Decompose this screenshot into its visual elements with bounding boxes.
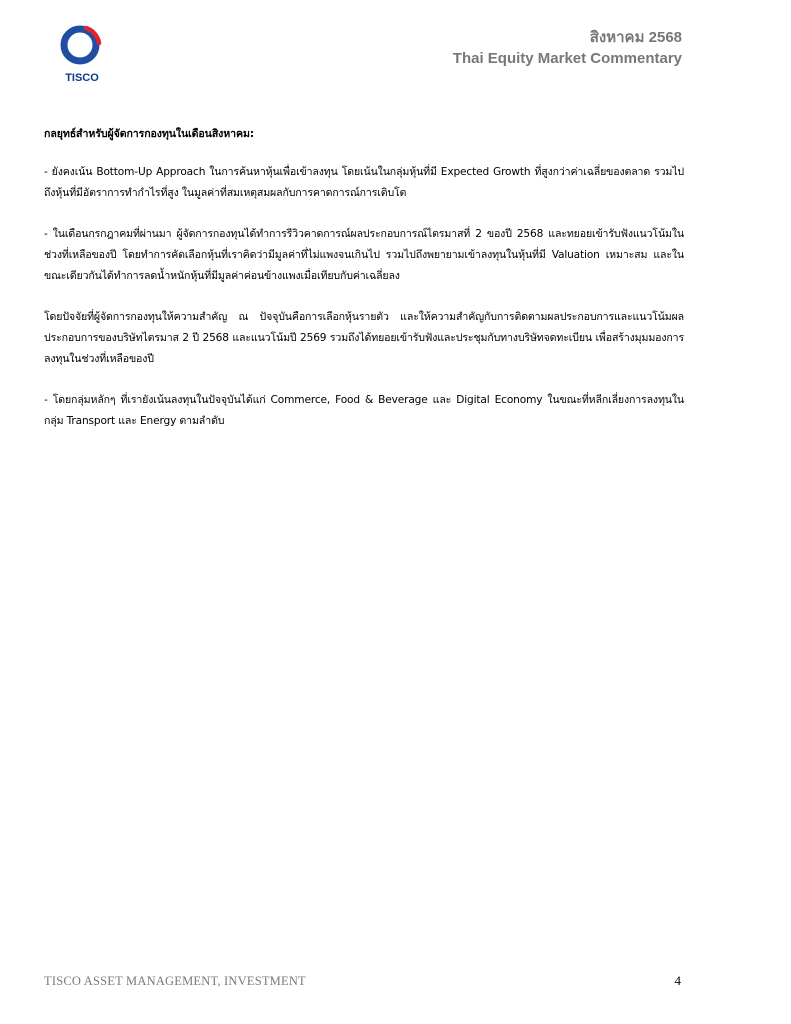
tisco-logo-mark	[56, 22, 108, 72]
document-body	[44, 124, 684, 452]
page-number: 4	[674, 973, 681, 988]
tisco-logo	[56, 22, 108, 86]
page-header	[453, 28, 682, 69]
paragraph-july-review: - ในเดือนกรกฎาคมที่ผ่านมา ผู้จัดการกองทุนได้ทำการรีวิวคาดการณ์ผลประกอบการณ์ไตรมาสที่ 2 ของปี 2568 และทยอยเข้ารับฟังแนวโน้มในช่วงที่เหลือของปี โดยทำการคัดเลือกหุ้นที่เราคิดว่ามีมูลค่าที่ไม่แพงจนเกินไป รวมไปถึงพยายามเข้าลงทุนในหุ้นที่มี Valuation เหมาะสม และในขณะเดียวกันได้ทำการลดน้ำหนักหุ้นที่มีมูลค่าค่อนข้างแพงเมื่อเทียบกับค่าเฉลี่ยลง	[44, 228, 684, 282]
logo-wordmark: TISCO	[65, 72, 99, 84]
footer-company: TISCO ASSET MANAGEMENT, INVESTMENT	[44, 974, 306, 988]
paragraph-bottom-up: - ยังคงเน้น Bottom-Up Approach ในการค้นหาหุ้นเพื่อเข้าลงทุน โดยเน้นในกลุ่มหุ้นที่มี Expected Growth ที่สูงกว่าค่าเฉลี่ยของตลาด รวมไปถึงหุ้นที่มีอัตราการทำกำไรที่สูง ในมูลค่าที่สมเหตุสมผลกับการคาดการณ์การเติบโต	[44, 166, 684, 199]
header-date: สิงหาคม 2568	[589, 29, 682, 46]
header-title: Thai Equity Market Commentary	[452, 50, 682, 67]
section-heading: กลยุทธ์สำหรับผู้จัดการกองทุนในเดือนสิงหาคม:	[44, 128, 254, 140]
paragraph-sector-focus: - โดยกลุ่มหลักๆ ที่เรายังเน้นลงทุนในปัจจุบันได้แก่ Commerce, Food & Beverage และ Digital Economy ในขณะที่หลีกเลี่ยงการลงทุนในกลุ่ม Transport และ Energy ตามลำดับ	[44, 394, 684, 427]
paragraph-key-factors: โดยปัจจัยที่ผู้จัดการกองทุนให้ความสำคัญ ณ ปัจจุบันคือการเลือกหุ้นรายตัว และให้ความสำคัญกับการติดตามผลประกอบการและแนวโน้มผลประกอบการของบริษัทไตรมาส 2 ปี 2568 และแนวโน้มปี 2569 รวมถึงได้ทยอยเข้ารับฟังและประชุมกับทางบริษัทจดทะเบียน เพื่อสร้างมุมมองการลงทุนในช่วงที่เหลือของปี	[44, 311, 684, 365]
